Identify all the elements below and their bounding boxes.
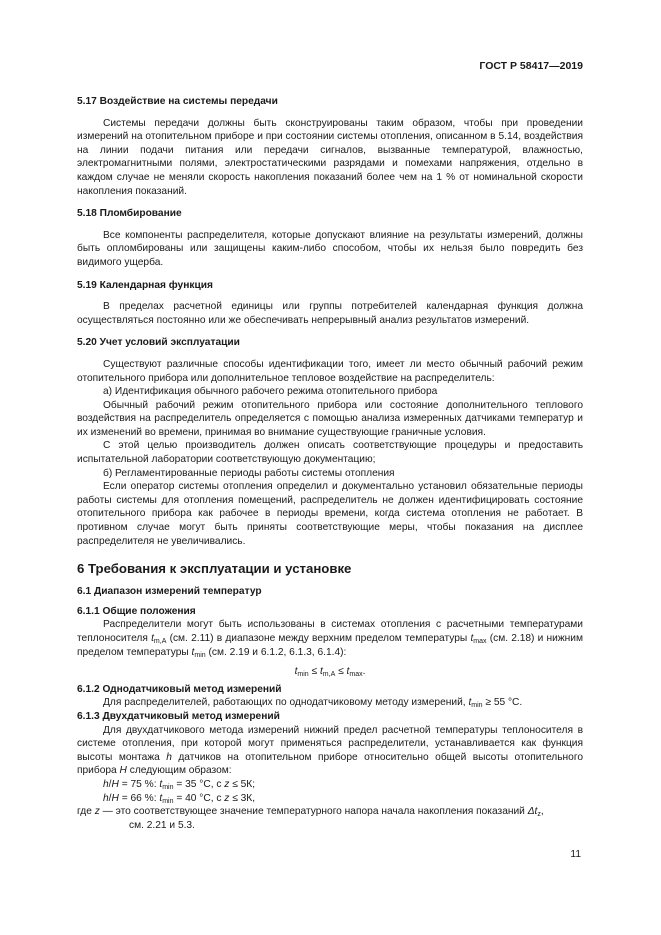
section-5-19-title: 5.19 Календарная функция — [77, 279, 213, 291]
section-6-1-3-title: 6.1.3 Двухдатчиковый метод измерений — [77, 710, 280, 722]
where-clause: где z — это соответствующее значение температурного напора начала накопления показаний $\Delta t_z$, см. 2.21 и 5.3. — [77, 806, 544, 831]
section-6-1-2-title: 6.1.2 Однодатчиковый метод измерений — [77, 683, 282, 695]
section-6-1-title: 6.1 Диапазон измерений температур — [77, 586, 262, 598]
section-6-1-3-paragraph: Для двухдатчикового метода измерений нижний предел расчетной температуры теплоносителя в системе отопления, при которой могут применяться распределители, устанавливается как функция высоты монтажа h датчиков на отопительном приборе относительно общей высоты отопительного прибора H следующим образом: — [77, 724, 583, 777]
section-5-20-paragraph-1: Существуют различные способы идентификации того, имеет ли место обычный рабочий режим отопительного прибора или дополнительное тепловое воздействие на распределитель: — [77, 358, 583, 384]
section-5-20-paragraph-4: Если оператор системы отопления определил и документально установил обязательные периоды работы системы для отопления помещений, распределитель не должен идентифицировать состояние отопительного прибора как рабочее в периоды времени, когда система отопления не работает. В противном случае могут быть приняты соответствующие меры, чтобы показания на дисплее распределителя не увеличивались. — [77, 481, 583, 547]
section-5-17-title: 5.17 Воздействие на системы передачи — [77, 96, 278, 107]
section-5-20-paragraph-2: Обычный рабочий режим отопительного прибора или состояние дополнительного теплового воздействия на распределитель определяется с помощью анализа измеренных датчиками температур и их изменений во времени, принимая во внимание существующие граничные условия. — [77, 399, 583, 438]
section-5-19-paragraph: В пределах расчетной единицы или группы потребителей календарная функция должна осуществляться постоянно или же обеспечивать непрерывный анализ результатов измерений. — [77, 301, 583, 326]
standard-header: ГОСТ Р 58417—2019 — [479, 60, 583, 72]
section-6-title: 6 Требования к эксплуатации и установке — [77, 561, 352, 577]
height-ratio-case-75: h/H = 75 %: $t_{min} = 35$ °С, с z ≤ 5К; — [103, 778, 256, 791]
section-5-18-title: 5.18 Пломбирование — [77, 208, 182, 220]
section-5-20-title: 5.20 Учет условий эксплуатации — [77, 337, 240, 349]
temperature-range-formula: $t_{min} \le t_{m,A} \le t_{max}$. — [294, 666, 366, 679]
section-5-20-paragraph-3: С этой целью производитель должен описать соответствующие процедуры и предоставить испытательной лаборатории соответствующую документацию; — [77, 440, 583, 466]
height-ratio-case-66: h/H = 66 %: $t_{min} = 40$ °С, с z ≤ 3К, — [103, 792, 256, 805]
page-number: 11 — [570, 849, 581, 860]
section-5-17-paragraph: Системы передачи должны быть сконструированы таким образом, чтобы при проведении измерений на отопительном приборе и при состоянии системы отопления, описанном в 5.14, воздействия на линии подачи питания или передачи сигналов, вызванные температурой, влажностью, электромагнитными полями, электростатическими разрядами и помехами напряжения, отдельно в каждом случае не меняли скорость накопления показаний более чем на 1 % от номинальной скорости накопления показаний. — [77, 117, 583, 197]
section-5-20-item-b: б) Регламентированные периоды работы системы отопления — [103, 467, 395, 479]
section-6-1-1-paragraph: Распределители могут быть использованы в системах отопления с расчетными температурами теплоносителя $t_{m,A}$ (см. 2.11) в диапазоне между верхним пределом температуры $t_{max}$ (см. 2.18) и нижним пределом температуры $t_{min}$ (см. 2.19 и 6.1.2, 6.1.3, 6.1.4): — [77, 619, 583, 659]
page-content — [77, 95, 583, 832]
section-5-20-item-a: а) Идентификация обычного рабочего режима отопительного прибора — [103, 386, 438, 398]
section-5-18-paragraph: Все компоненты распределителя, которые допускают влияние на результаты измерений, должны быть опломбированы или защищены каким-либо способом, чтобы их нельзя было повредить без видимого ущерба. — [77, 229, 583, 268]
section-6-1-1-title: 6.1.1 Общие положения — [77, 605, 196, 617]
section-6-1-2-paragraph: Для распределителей, работающих по однодатчиковому методу измерений, $t_{min} \ge 55$ °С. — [103, 697, 523, 710]
